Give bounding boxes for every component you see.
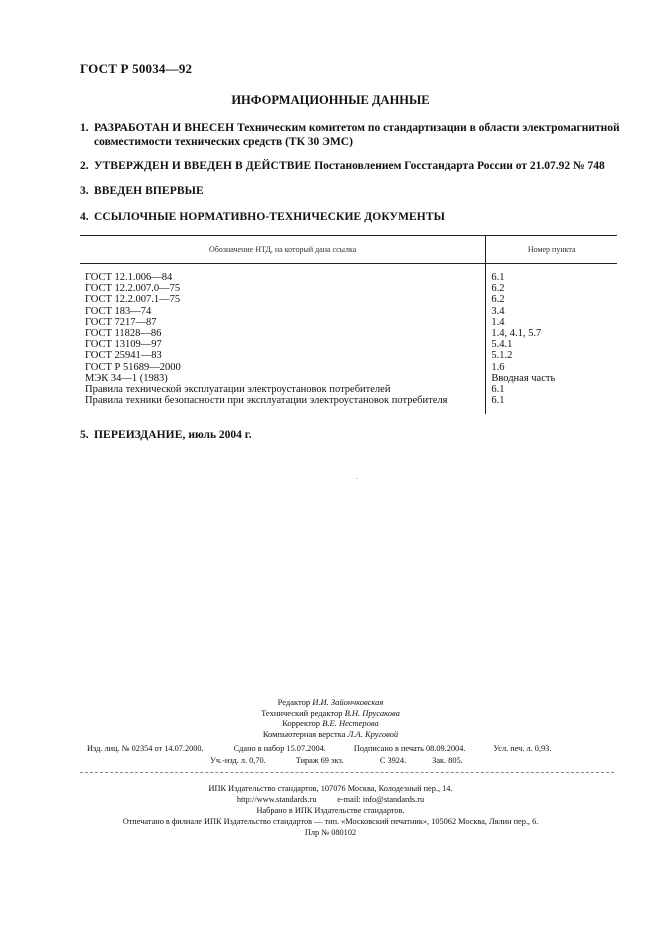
- print-sheets: Усл. печ. л. 0,93.: [493, 744, 552, 753]
- info-item-2: [80, 159, 620, 173]
- item-caps: ПЕРЕИЗДАНИЕ,: [94, 429, 186, 441]
- clause-cell: 1.4: [486, 317, 617, 328]
- document-cell: МЭК 34—1 (1983): [85, 372, 168, 384]
- document-cell: ГОСТ 13109—97: [85, 339, 162, 351]
- table-row: [80, 384, 617, 395]
- document-cell: ГОСТ 12.2.007.0—75: [85, 283, 181, 295]
- pub-sheets: Уч.-изд. л. 0,70.: [210, 756, 266, 765]
- table-row: [80, 339, 617, 350]
- table-row: [80, 272, 617, 283]
- corrector-line: Корректор В.Е. Нестерова: [282, 718, 379, 728]
- info-item-4: [80, 210, 620, 224]
- clause-cell: Вводная часть: [486, 373, 617, 384]
- publisher-web: http://www.standards.ru e-mail: info@standards.ru: [236, 795, 425, 804]
- typeset-date: Сдано в набор 15.07.2004.: [233, 744, 326, 753]
- table-row: [80, 306, 617, 317]
- plr-number: Плр № 080102: [304, 828, 357, 837]
- document-cell: ГОСТ 7217—87: [85, 316, 157, 328]
- table-row: [80, 328, 617, 339]
- table-row: [80, 362, 617, 373]
- item-caps: УТВЕРЖДЕН И ВВЕДЕН В ДЕЙСТВИЕ: [94, 160, 312, 172]
- header-clause: Номер пункта: [486, 236, 617, 264]
- clause-cell: 6.1: [486, 272, 617, 283]
- circulation: Тираж 69 экз.: [295, 756, 344, 765]
- item-text: июль 2004 г.: [185, 429, 252, 441]
- item-text: Техническим комитетом по стандартизации в области электромагнитной совместимости технических средств (ТК 30 ЭМС): [94, 122, 620, 148]
- table-row: [80, 294, 617, 305]
- clause-cell: 6.1: [486, 395, 617, 406]
- credits-block: [0, 697, 661, 739]
- order-number: Зак. 805.: [432, 756, 463, 765]
- document-cell: ГОСТ 11828—86: [85, 328, 162, 340]
- section-title: ИНФОРМАЦИОННЫЕ ДАННЫЕ: [231, 93, 430, 107]
- clause-cell: 3.4: [486, 306, 617, 317]
- imprint-line-1: [87, 744, 551, 753]
- table-header-row: [80, 236, 617, 264]
- info-item-1: [80, 121, 620, 149]
- publisher-block: [0, 783, 661, 838]
- document-cell: Правила технической эксплуатации электроустановок потребителей: [85, 384, 391, 396]
- document-cell: Правила техники безопасности при эксплуатации электроустановок потребителя: [85, 395, 448, 407]
- clause-cell: 6.2: [486, 294, 617, 305]
- table-row: [80, 283, 617, 294]
- gost-code: ГОСТ Р 50034—92: [80, 61, 193, 76]
- typeset-note: Набрано в ИПК Издательстве стандартов.: [256, 806, 405, 815]
- document-cell: ГОСТ 183—74: [85, 305, 152, 317]
- clause-cell: 1.6: [486, 362, 617, 373]
- item-number: 4.: [80, 211, 89, 223]
- divider: [80, 772, 614, 773]
- item-number: 3.: [80, 185, 89, 197]
- info-item-3: [80, 184, 620, 198]
- item-caps: ССЫЛОЧНЫЕ НОРМАТИВНО-ТЕХНИЧЕСКИЕ ДОКУМЕНТЫ: [94, 211, 446, 223]
- clause-cell: 5.4.1: [486, 339, 617, 350]
- printed-note: Отпечатано в филиале ИПК Издательство стандартов — тип. «Московский печатник», 105062 Москва, Лялин пер., 6.: [122, 817, 539, 826]
- table-row: [80, 350, 617, 361]
- tech-editor-line: Технический редактор В.Н. Прусакова: [261, 707, 400, 718]
- item-caps: РАЗРАБОТАН И ВНЕСЕН: [94, 122, 235, 134]
- reference-documents-table: [80, 235, 617, 414]
- publisher-address: ИПК Издательство стандартов, 107076 Москва, Колодезный пер., 14.: [208, 784, 453, 793]
- license: Изд. лиц. № 02354 от 14.07.2000.: [87, 744, 204, 753]
- clause-cell: 5.1.2: [486, 350, 617, 361]
- editor-line: Редактор И.И. Зайончковская: [277, 697, 384, 707]
- item-caps: ВВЕДЕН ВПЕРВЫЕ: [94, 185, 204, 197]
- item-text: Постановлением Госстандарта России от 21.07.92 № 748: [311, 160, 605, 172]
- document-cell: ГОСТ 25941—83: [85, 350, 162, 362]
- imprint-line-2: [210, 756, 463, 765]
- item-number: 1.: [80, 122, 89, 134]
- header-document: Обозначение НТД, на который дана ссылка: [209, 245, 357, 254]
- document-cell: ГОСТ 12.2.007.1—75: [85, 294, 181, 306]
- clause-cell: 1.4, 4.1, 5.7: [486, 328, 617, 339]
- clause-cell: 6.2: [486, 283, 617, 294]
- document-cell: ГОСТ 12.1.006—84: [85, 272, 173, 283]
- layout-line: Компьютерная верстка Л.А. Круговой: [262, 728, 399, 739]
- item-number: 5.: [80, 429, 89, 441]
- item-number: 2.: [80, 160, 89, 172]
- info-item-5: [80, 428, 620, 442]
- speck: [356, 478, 357, 479]
- order-c: С 3924.: [379, 756, 407, 765]
- clause-cell: 6.1: [486, 384, 617, 395]
- signed-date: Подписано в печать 08.09.2004.: [353, 744, 466, 753]
- table-row: [80, 373, 617, 384]
- document-cell: ГОСТ Р 51689—2000: [85, 361, 181, 373]
- table-row: [80, 317, 617, 328]
- table-row: [80, 395, 617, 406]
